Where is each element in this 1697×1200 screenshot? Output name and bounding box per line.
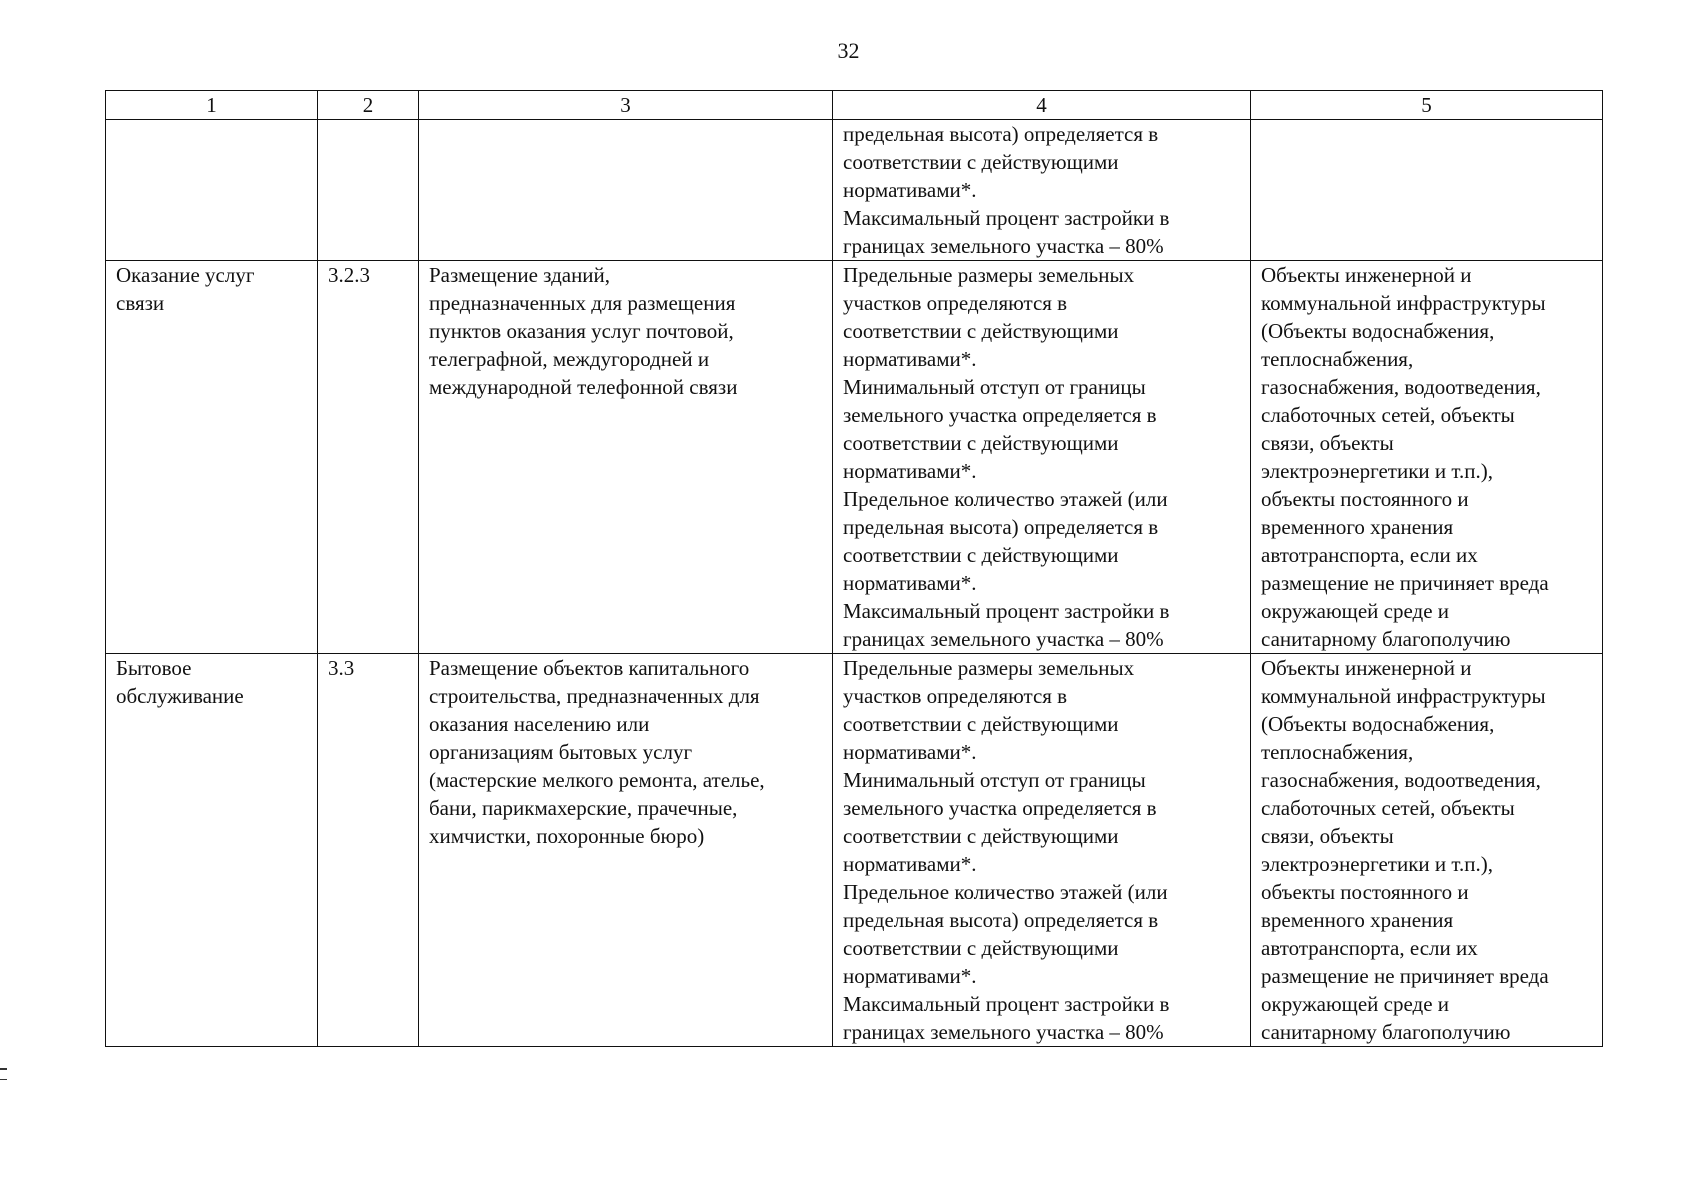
parameters-cell: Предельные размеры земельных участков определяются в соответствии с действующими нормативами*. Минимальный отступ от границы земельного участка определяется в соответствии с действующими нормативами*. Предельное количество этажей (или предельная высота) определяется в соответствии с действующими нормативами*. Максимальный процент застройки в границах земельного участка – 80% — [833, 654, 1251, 1047]
column-header-4: 4 — [833, 91, 1251, 120]
table-row — [106, 120, 1603, 261]
column-header-3: 3 — [419, 91, 833, 120]
use-description-cell — [419, 120, 833, 261]
auxiliary-uses-cell: Объекты инженерной и коммунальной инфраструктуры (Объекты водоснабжения, теплоснабжения, газоснабжения, водоотведения, слаботочных сетей, объекты связи, объекты электроэнергетики и т.п.), объекты постоянного и временного хранения автотранспорта, если их размещение не причиняет вреда окружающей среде и санитарному благополучию — [1251, 261, 1603, 654]
parameters-cell: предельная высота) определяется в соответствии с действующими нормативами*. Максимальный процент застройки в границах земельного участка – 80% — [833, 120, 1251, 261]
use-name-cell: Оказание услуг связи — [106, 261, 318, 654]
use-code-cell: 3.2.3 — [318, 261, 419, 654]
use-code-cell — [318, 120, 419, 261]
auxiliary-uses-cell — [1251, 120, 1603, 261]
use-name-cell — [106, 120, 318, 261]
page-number: 32 — [837, 38, 860, 63]
use-name-cell: Бытовое обслуживание — [106, 654, 318, 1047]
column-header-5: 5 — [1251, 91, 1603, 120]
parameters-cell: Предельные размеры земельных участков определяются в соответствии с действующими нормативами*. Минимальный отступ от границы земельного участка определяется в соответствии с действующими нормативами*. Предельное количество этажей (или предельная высота) определяется в соответствии с действующими нормативами*. Максимальный процент застройки в границах земельного участка – 80% — [833, 261, 1251, 654]
column-header-1: 1 — [106, 91, 318, 120]
use-code-cell: 3.3 — [318, 654, 419, 1047]
table-row — [106, 654, 1603, 1047]
auxiliary-uses-cell: Объекты инженерной и коммунальной инфраструктуры (Объекты водоснабжения, теплоснабжения, газоснабжения, водоотведения, слаботочных сетей, объекты связи, объекты электроэнергетики и т.п.), объекты постоянного и временного хранения автотранспорта, если их размещение не причиняет вреда окружающей среде и санитарному благополучию — [1251, 654, 1603, 1047]
land-use-table — [105, 90, 1603, 1047]
use-description-cell: Размещение объектов капитального строительства, предназначенных для оказания населению или организациям бытовых услуг (мастерские мелкого ремонта, ателье, бани, парикмахерские, прачечные, химчистки, похоронные бюро) — [419, 654, 833, 1047]
use-description-cell: Размещение зданий, предназначенных для размещения пунктов оказания услуг почтовой, телеграфной, междугородней и международной телефонной связи — [419, 261, 833, 654]
table-row — [106, 261, 1603, 654]
scan-edge-marks — [0, 1068, 8, 1089]
table-header-row — [106, 91, 1603, 120]
column-header-2: 2 — [318, 91, 419, 120]
